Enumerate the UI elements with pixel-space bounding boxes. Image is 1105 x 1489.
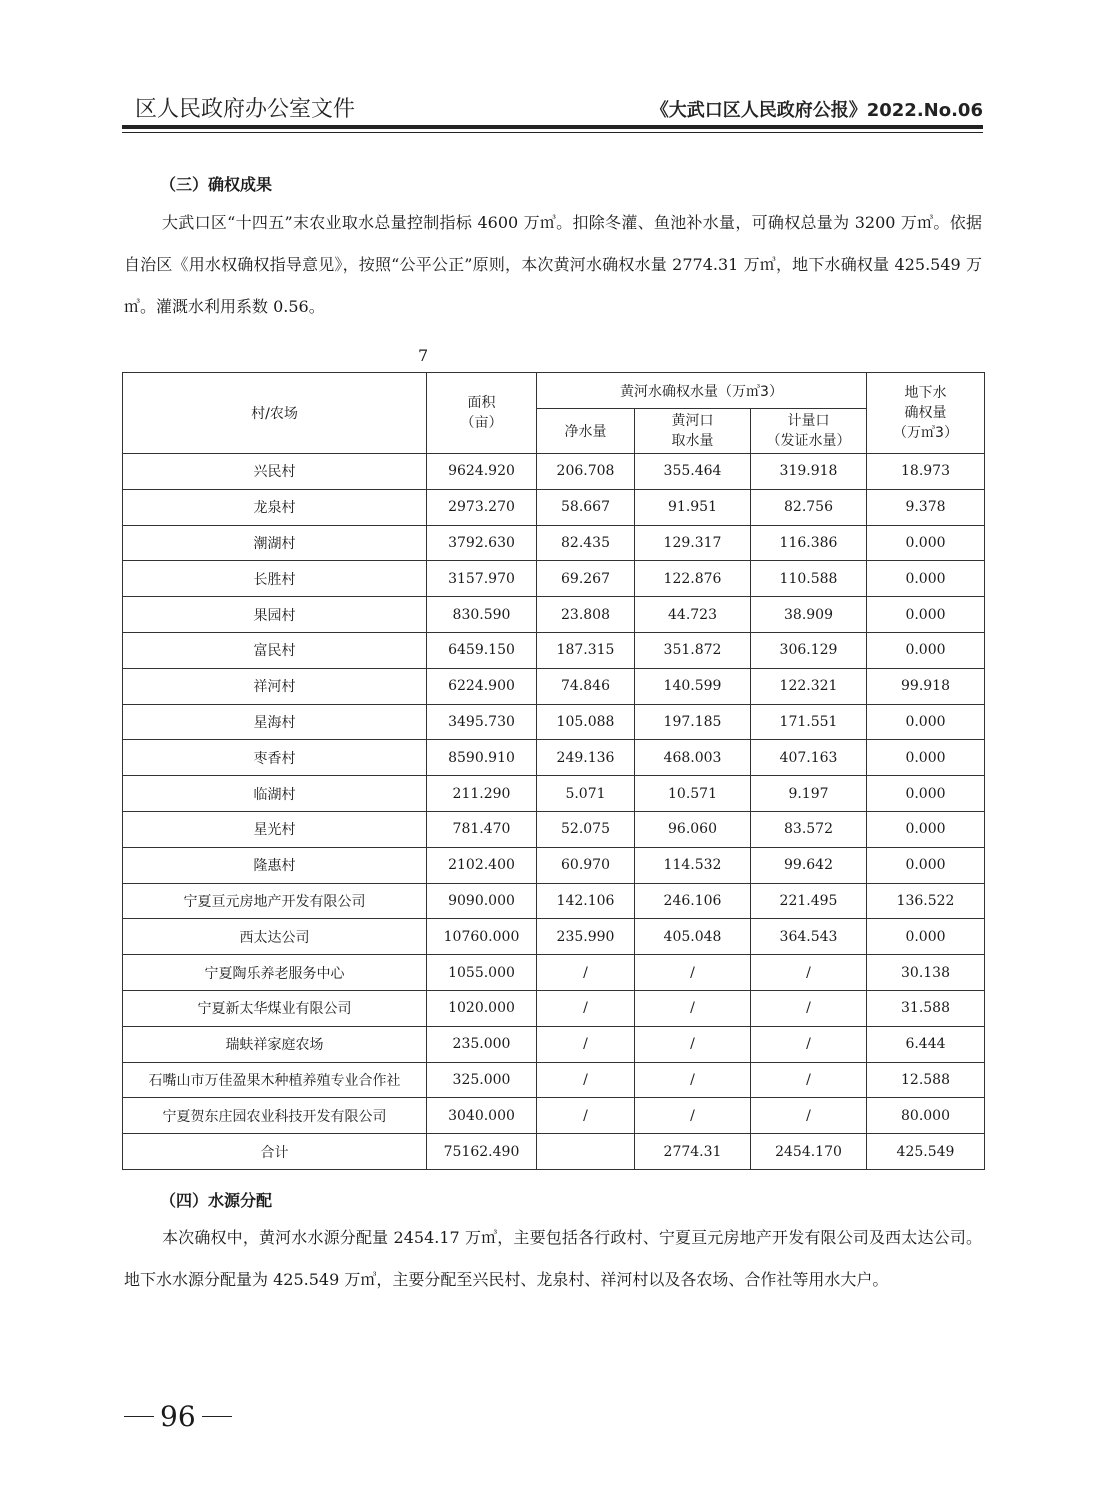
cell-net: / bbox=[537, 1062, 635, 1098]
table-row bbox=[123, 955, 985, 991]
col-header-area: 面积 （亩） bbox=[427, 373, 537, 454]
table-row bbox=[123, 668, 985, 704]
cell-area: 235.000 bbox=[427, 1026, 537, 1062]
cell-area: 3040.000 bbox=[427, 1098, 537, 1134]
cell-area: 830.590 bbox=[427, 597, 537, 633]
total-cell-metered: 2454.170 bbox=[751, 1134, 867, 1170]
table-row bbox=[123, 811, 985, 847]
cell-groundwater: 0.000 bbox=[867, 597, 985, 633]
cell-intake: / bbox=[635, 1098, 751, 1134]
cell-name: 潮湖村 bbox=[123, 525, 427, 561]
cell-area: 8590.910 bbox=[427, 740, 537, 776]
cell-area: 2102.400 bbox=[427, 847, 537, 883]
table-row bbox=[123, 597, 985, 633]
table-row bbox=[123, 561, 985, 597]
cell-intake: 114.532 bbox=[635, 847, 751, 883]
cell-groundwater: 6.444 bbox=[867, 1026, 985, 1062]
table-row bbox=[123, 740, 985, 776]
cell-metered: 122.321 bbox=[751, 668, 867, 704]
cell-intake: 44.723 bbox=[635, 597, 751, 633]
cell-metered: 306.129 bbox=[751, 632, 867, 668]
table-row bbox=[123, 883, 985, 919]
cell-net: / bbox=[537, 1026, 635, 1062]
cell-metered: / bbox=[751, 1062, 867, 1098]
table-row bbox=[123, 1062, 985, 1098]
cell-net: 23.808 bbox=[537, 597, 635, 633]
cell-name: 宁夏陶乐养老服务中心 bbox=[123, 955, 427, 991]
cell-metered: 407.163 bbox=[751, 740, 867, 776]
cell-name: 祥河村 bbox=[123, 668, 427, 704]
cell-net: 58.667 bbox=[537, 489, 635, 525]
col-header-net: 净水量 bbox=[537, 409, 635, 454]
table-row bbox=[123, 1098, 985, 1134]
table-row bbox=[123, 847, 985, 883]
cell-intake: 91.951 bbox=[635, 489, 751, 525]
cell-net: 206.708 bbox=[537, 454, 635, 490]
table-row bbox=[123, 919, 985, 955]
table-row bbox=[123, 776, 985, 812]
total-cell-name: 合计 bbox=[123, 1134, 427, 1170]
col-header-name: 村/农场 bbox=[123, 373, 427, 454]
cell-intake: / bbox=[635, 1062, 751, 1098]
cell-name: 临湖村 bbox=[123, 776, 427, 812]
cell-groundwater: 0.000 bbox=[867, 561, 985, 597]
cell-groundwater: 30.138 bbox=[867, 955, 985, 991]
cell-intake: 351.872 bbox=[635, 632, 751, 668]
table-row bbox=[123, 454, 985, 490]
water-rights-table bbox=[122, 372, 985, 1170]
cell-net: 52.075 bbox=[537, 811, 635, 847]
cell-metered: / bbox=[751, 1098, 867, 1134]
section-3-paragraph: 大武口区“十四五”末农业取水总量控制指标 4600 万㎥。扣除冬灌、鱼池补水量，可确权总量为 3200 万㎥。依据自治区《用水权确权指导意见》，按照“公平公正”原则，本次黄河水确权水量 2774.31 万㎥，地下水确权量 425.549 万㎥。灌溉水利用系数 0.56。 bbox=[124, 213, 982, 316]
table-row bbox=[123, 489, 985, 525]
cell-metered: 82.756 bbox=[751, 489, 867, 525]
cell-net: / bbox=[537, 955, 635, 991]
cell-metered: 110.588 bbox=[751, 561, 867, 597]
cell-groundwater: 0.000 bbox=[867, 704, 985, 740]
total-cell-groundwater: 425.549 bbox=[867, 1134, 985, 1170]
cell-intake: 405.048 bbox=[635, 919, 751, 955]
cell-name: 宁夏贺东庄园农业科技开发有限公司 bbox=[123, 1098, 427, 1134]
cell-net: 187.315 bbox=[537, 632, 635, 668]
cell-groundwater: 80.000 bbox=[867, 1098, 985, 1134]
cell-net: 74.846 bbox=[537, 668, 635, 704]
cell-metered: 364.543 bbox=[751, 919, 867, 955]
cell-area: 3157.970 bbox=[427, 561, 537, 597]
table-row bbox=[123, 990, 985, 1026]
cell-net: 142.106 bbox=[537, 883, 635, 919]
cell-name: 石嘴山市万佳盈果木种植养殖专业合作社 bbox=[123, 1062, 427, 1098]
cell-name: 星光村 bbox=[123, 811, 427, 847]
cell-area: 1020.000 bbox=[427, 990, 537, 1026]
cell-metered: 171.551 bbox=[751, 704, 867, 740]
cell-name: 宁夏新太华煤业有限公司 bbox=[123, 990, 427, 1026]
cell-net: 5.071 bbox=[537, 776, 635, 812]
section-3-heading: （三）确权成果 bbox=[160, 175, 273, 194]
cell-name: 瑞蚨祥家庭农场 bbox=[123, 1026, 427, 1062]
cell-groundwater: 99.918 bbox=[867, 668, 985, 704]
cell-intake: / bbox=[635, 955, 751, 991]
cell-name: 兴民村 bbox=[123, 454, 427, 490]
cell-name: 龙泉村 bbox=[123, 489, 427, 525]
cell-area: 325.000 bbox=[427, 1062, 537, 1098]
cell-area: 3792.630 bbox=[427, 525, 537, 561]
cell-intake: 122.876 bbox=[635, 561, 751, 597]
cell-area: 211.290 bbox=[427, 776, 537, 812]
cell-intake: / bbox=[635, 990, 751, 1026]
header-rule-thick bbox=[122, 125, 983, 129]
cell-name: 长胜村 bbox=[123, 561, 427, 597]
cell-net: 82.435 bbox=[537, 525, 635, 561]
cell-name: 宁夏亘元房地产开发有限公司 bbox=[123, 883, 427, 919]
cell-groundwater: 0.000 bbox=[867, 811, 985, 847]
cell-net: 105.088 bbox=[537, 704, 635, 740]
stray-mark: 7 bbox=[418, 346, 429, 365]
table-row bbox=[123, 632, 985, 668]
cell-groundwater: 18.973 bbox=[867, 454, 985, 490]
page-number bbox=[124, 1400, 232, 1433]
cell-intake: 129.317 bbox=[635, 525, 751, 561]
cell-intake: 10.571 bbox=[635, 776, 751, 812]
header-rule-thin bbox=[122, 132, 983, 133]
cell-groundwater: 136.522 bbox=[867, 883, 985, 919]
table-row bbox=[123, 704, 985, 740]
section-4-heading: （四）水源分配 bbox=[160, 1191, 273, 1210]
cell-net: / bbox=[537, 990, 635, 1026]
cell-metered: / bbox=[751, 955, 867, 991]
cell-net: 69.267 bbox=[537, 561, 635, 597]
cell-net: 60.970 bbox=[537, 847, 635, 883]
total-cell-net bbox=[537, 1134, 635, 1170]
total-cell-intake: 2774.31 bbox=[635, 1134, 751, 1170]
cell-intake: 246.106 bbox=[635, 883, 751, 919]
cell-area: 9090.000 bbox=[427, 883, 537, 919]
cell-area: 10760.000 bbox=[427, 919, 537, 955]
header-right-title: 《大武口区人民政府公报》2022.No.06 bbox=[650, 100, 983, 121]
cell-metered: / bbox=[751, 990, 867, 1026]
col-header-intake: 黄河口 取水量 bbox=[635, 409, 751, 454]
table-total-row bbox=[123, 1134, 985, 1170]
cell-name: 隆惠村 bbox=[123, 847, 427, 883]
cell-area: 2973.270 bbox=[427, 489, 537, 525]
table-row bbox=[123, 525, 985, 561]
cell-metered: 116.386 bbox=[751, 525, 867, 561]
cell-groundwater: 31.588 bbox=[867, 990, 985, 1026]
section-4-paragraph: 本次确权中，黄河水水源分配量 2454.17 万㎥，主要包括各行政村、宁夏亘元房地产开发有限公司及西太达公司。地下水水源分配量为 425.549 万㎥，主要分配至兴民村、龙泉村、祥河村以及各农场、合作社等用水大户。 bbox=[124, 1228, 982, 1289]
total-cell-area: 75162.490 bbox=[427, 1134, 537, 1170]
cell-metered: 319.918 bbox=[751, 454, 867, 490]
cell-groundwater: 9.378 bbox=[867, 489, 985, 525]
cell-name: 富民村 bbox=[123, 632, 427, 668]
cell-net: / bbox=[537, 1098, 635, 1134]
cell-metered: 99.642 bbox=[751, 847, 867, 883]
cell-groundwater: 0.000 bbox=[867, 919, 985, 955]
cell-groundwater: 0.000 bbox=[867, 740, 985, 776]
table-body bbox=[123, 454, 985, 1170]
cell-name: 枣香村 bbox=[123, 740, 427, 776]
col-header-yellow-river-group: 黄河水确权水量（万㎥3） bbox=[537, 373, 867, 409]
cell-groundwater: 0.000 bbox=[867, 632, 985, 668]
cell-intake: 96.060 bbox=[635, 811, 751, 847]
cell-area: 9624.920 bbox=[427, 454, 537, 490]
cell-intake: 468.003 bbox=[635, 740, 751, 776]
table-row bbox=[123, 1026, 985, 1062]
cell-metered: 38.909 bbox=[751, 597, 867, 633]
cell-name: 星海村 bbox=[123, 704, 427, 740]
cell-area: 3495.730 bbox=[427, 704, 537, 740]
cell-name: 果园村 bbox=[123, 597, 427, 633]
cell-intake: / bbox=[635, 1026, 751, 1062]
cell-area: 6224.900 bbox=[427, 668, 537, 704]
cell-groundwater: 0.000 bbox=[867, 776, 985, 812]
col-header-groundwater: 地下水 确权量 （万㎥3） bbox=[867, 373, 985, 454]
cell-intake: 140.599 bbox=[635, 668, 751, 704]
page-number-dash-right bbox=[202, 1416, 232, 1418]
cell-groundwater: 0.000 bbox=[867, 525, 985, 561]
cell-area: 781.470 bbox=[427, 811, 537, 847]
cell-metered: 9.197 bbox=[751, 776, 867, 812]
page-number-value: 96 bbox=[160, 1400, 196, 1433]
cell-groundwater: 12.588 bbox=[867, 1062, 985, 1098]
cell-area: 6459.150 bbox=[427, 632, 537, 668]
cell-name: 西太达公司 bbox=[123, 919, 427, 955]
header-left-title: 区人民政府办公室文件 bbox=[135, 97, 356, 122]
cell-metered: 221.495 bbox=[751, 883, 867, 919]
cell-intake: 355.464 bbox=[635, 454, 751, 490]
cell-net: 235.990 bbox=[537, 919, 635, 955]
cell-net: 249.136 bbox=[537, 740, 635, 776]
col-header-metered: 计量口 （发证水量） bbox=[751, 409, 867, 454]
cell-metered: / bbox=[751, 1026, 867, 1062]
cell-metered: 83.572 bbox=[751, 811, 867, 847]
cell-groundwater: 0.000 bbox=[867, 847, 985, 883]
page-number-dash-left bbox=[124, 1416, 154, 1418]
cell-intake: 197.185 bbox=[635, 704, 751, 740]
cell-area: 1055.000 bbox=[427, 955, 537, 991]
